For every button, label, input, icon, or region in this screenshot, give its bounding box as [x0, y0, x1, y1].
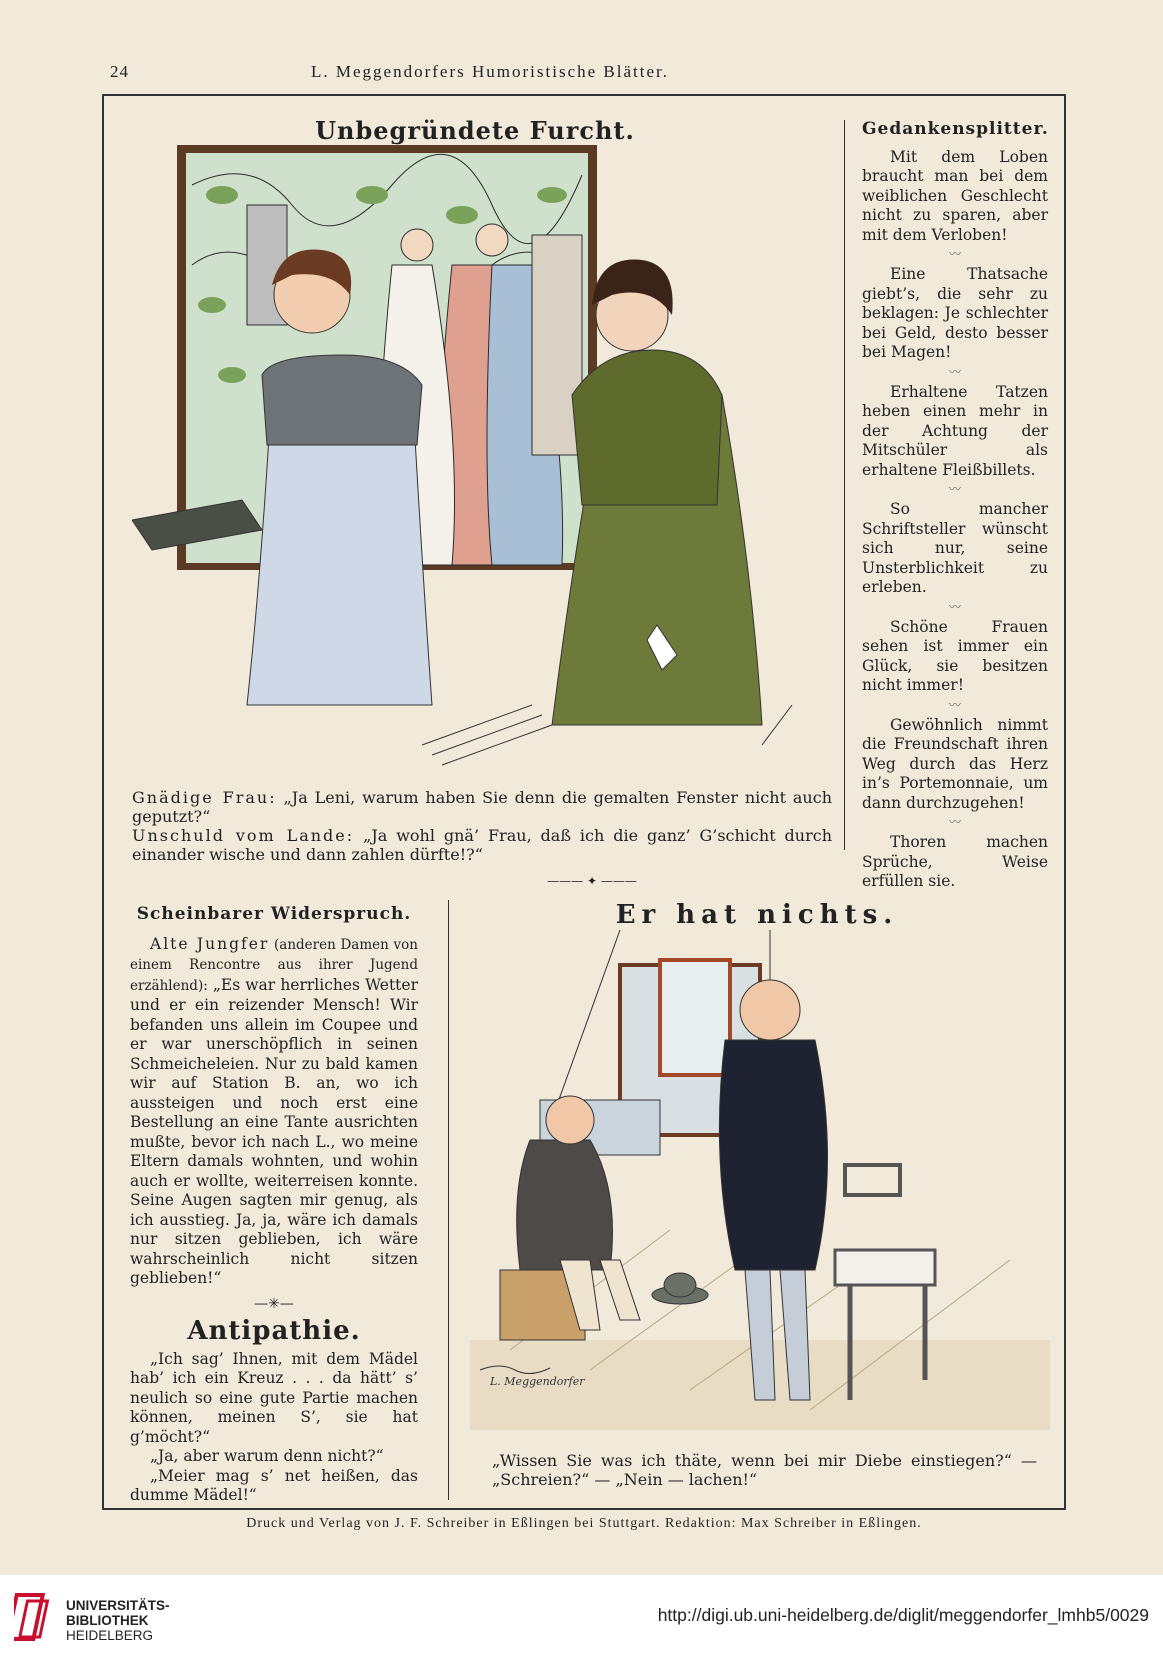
library-bar	[0, 1575, 1163, 1659]
library-name-line: BIBLIOTHEK	[66, 1613, 149, 1628]
aphorism: Mit dem Loben braucht man bei dem weiblichen Geschlecht nicht zu sparen, aber mit dem Verloben!	[862, 147, 1048, 244]
page-footer: Druck und Verlag von J. F. Schreiber in Eßlingen bei Stuttgart. Redaktion: Max Schreiber in Eßlingen.	[246, 1516, 922, 1531]
article-title-antipathie: Antipathie.	[187, 1316, 361, 1346]
page-header	[110, 62, 810, 82]
aphorism: Thoren machen Sprüche, Weise erfüllen sie.	[862, 833, 1048, 890]
publication-title: L. Meggendorfers Humoristische Blätter.	[311, 62, 669, 81]
antipathie-line: „Meier mag s’ net heißen, das dumme Mädel!“	[130, 1466, 418, 1504]
caption-text-1: „Ja Leni, warum haben Sie denn die gemalten Fenster nicht auch geputzt?“	[132, 788, 833, 826]
aphorism-separator: 〰	[948, 247, 961, 261]
library-name	[66, 1598, 170, 1643]
aphorism: So mancher Schriftsteller wünscht sich nur, seine Unsterblichkeit zu erleben.	[862, 500, 1048, 596]
antipathie-line: „Ich sag’ Ihnen, mit dem Mädel hab’ ich ein Kreuz . . . da hätt’ s’ neulich so eine gute Partie machen können, meinen S’, sie hat g’möcht?“	[130, 1349, 418, 1446]
aphorism: Schöne Frauen sehen ist immer ein Glück, sie besitzen nicht immer!	[862, 617, 1048, 694]
article-title-unbegruendete-furcht: Unbegründete Furcht.	[315, 116, 635, 145]
aphorism-separator: 〰	[948, 599, 961, 614]
speaker-alte-jungfer: Alte Jungfer	[150, 934, 270, 953]
aphorism: Eine Thatsache giebt’s, die sehr zu beklagen: Je schlechter bei Geld, desto besser bei Magen!	[862, 265, 1048, 361]
illustration-two-men-room	[470, 930, 1050, 1430]
left-column	[130, 905, 418, 1506]
article-title-er-hat-nichts: Er hat nichts.	[615, 900, 899, 930]
document-url-link[interactable]: http://digi.ub.uni-heidelberg.de/diglit/meggendorfer_lmhb5/0029	[657, 1605, 1149, 1625]
caption-line-1	[132, 788, 832, 826]
column-rule-bottom	[448, 900, 449, 1500]
caption-line-2	[132, 826, 832, 864]
aphorism-separator: 〰	[948, 482, 961, 496]
library-name-line: UNIVERSITÄTS-	[66, 1598, 170, 1613]
story-text: „Es war herrliches Wetter und er ein reizender Mensch! Wir befanden uns allein im Coupee und er war unerschöpflich in seinen Schmeicheleien. Nur zu bald kamen wir auf Station B. an, wo ich aussteigen und noch erst eine Bestellung an eine Tante ausrichten mußte, bevor ich nach L., wo meine Eltern damals wohnten, und wohin auch er wollte, weiterreisen konnte. Seine Augen sagten mir genug, als ich ausstieg. Ja, ja, wäre ich damals nur sitzen geblieben, ich wäre wahrscheinlich nicht sitzen geblieben!“	[130, 975, 418, 1287]
column-rule-top	[844, 120, 845, 850]
article-text-widerspruch	[130, 935, 418, 1289]
caption-er-hat-nichts: „Wissen Sie was ich thäte, wenn bei mir Diebe einstiegen?“ — „Schreien?“ — „Nein — lachen!“	[492, 1451, 1037, 1489]
caption-unbegruendete-furcht	[132, 788, 832, 864]
star-separator: —✳—	[254, 1295, 294, 1312]
illustration-signature: L. Meggendorfer	[490, 1375, 585, 1388]
library-name-line: HEIDELBERG	[66, 1628, 154, 1643]
illustration-stained-glass-scene	[132, 145, 822, 770]
article-title-scheinbarer-widerspruch: Scheinbarer Widerspruch.	[136, 904, 412, 924]
aphorism: Erhaltene Tatzen heben einen mehr in der Achtung der Mitschüler als erhaltene Fleißbillets.	[862, 382, 1048, 479]
aphorism-separator: 〰	[948, 364, 961, 379]
section-divider: ——— ✦ ———	[547, 874, 637, 888]
sidebar-gedankensplitter	[862, 120, 1048, 892]
speaker-gnaedige-frau: Gnädige Frau:	[132, 788, 277, 807]
page-number: 24	[110, 62, 129, 81]
caption-text-2: „Ja wohl gnä’ Frau, daß ich die ganz’ G’schicht durch einander wische und dann zahlen dürfte!?“	[132, 826, 833, 864]
aphorism-separator: 〰	[948, 815, 961, 829]
aphorism: Gewöhnlich nimmt die Freundschaft ihren Weg durch das Herz in’s Portemonnaie, um dann durchzugehen!	[862, 715, 1048, 812]
sidebar-title: Gedankensplitter.	[862, 119, 1049, 139]
speaker-unschuld-vom-lande: Unschuld vom Lande:	[132, 826, 355, 845]
library-logo-icon	[14, 1589, 58, 1645]
aphorism-separator: 〰	[948, 697, 961, 712]
antipathie-line: „Ja, aber warum denn nicht?“	[150, 1447, 384, 1465]
intro-text: (anderen Damen von einem Rencontre aus ihrer Jugend erzählend):	[130, 936, 418, 994]
